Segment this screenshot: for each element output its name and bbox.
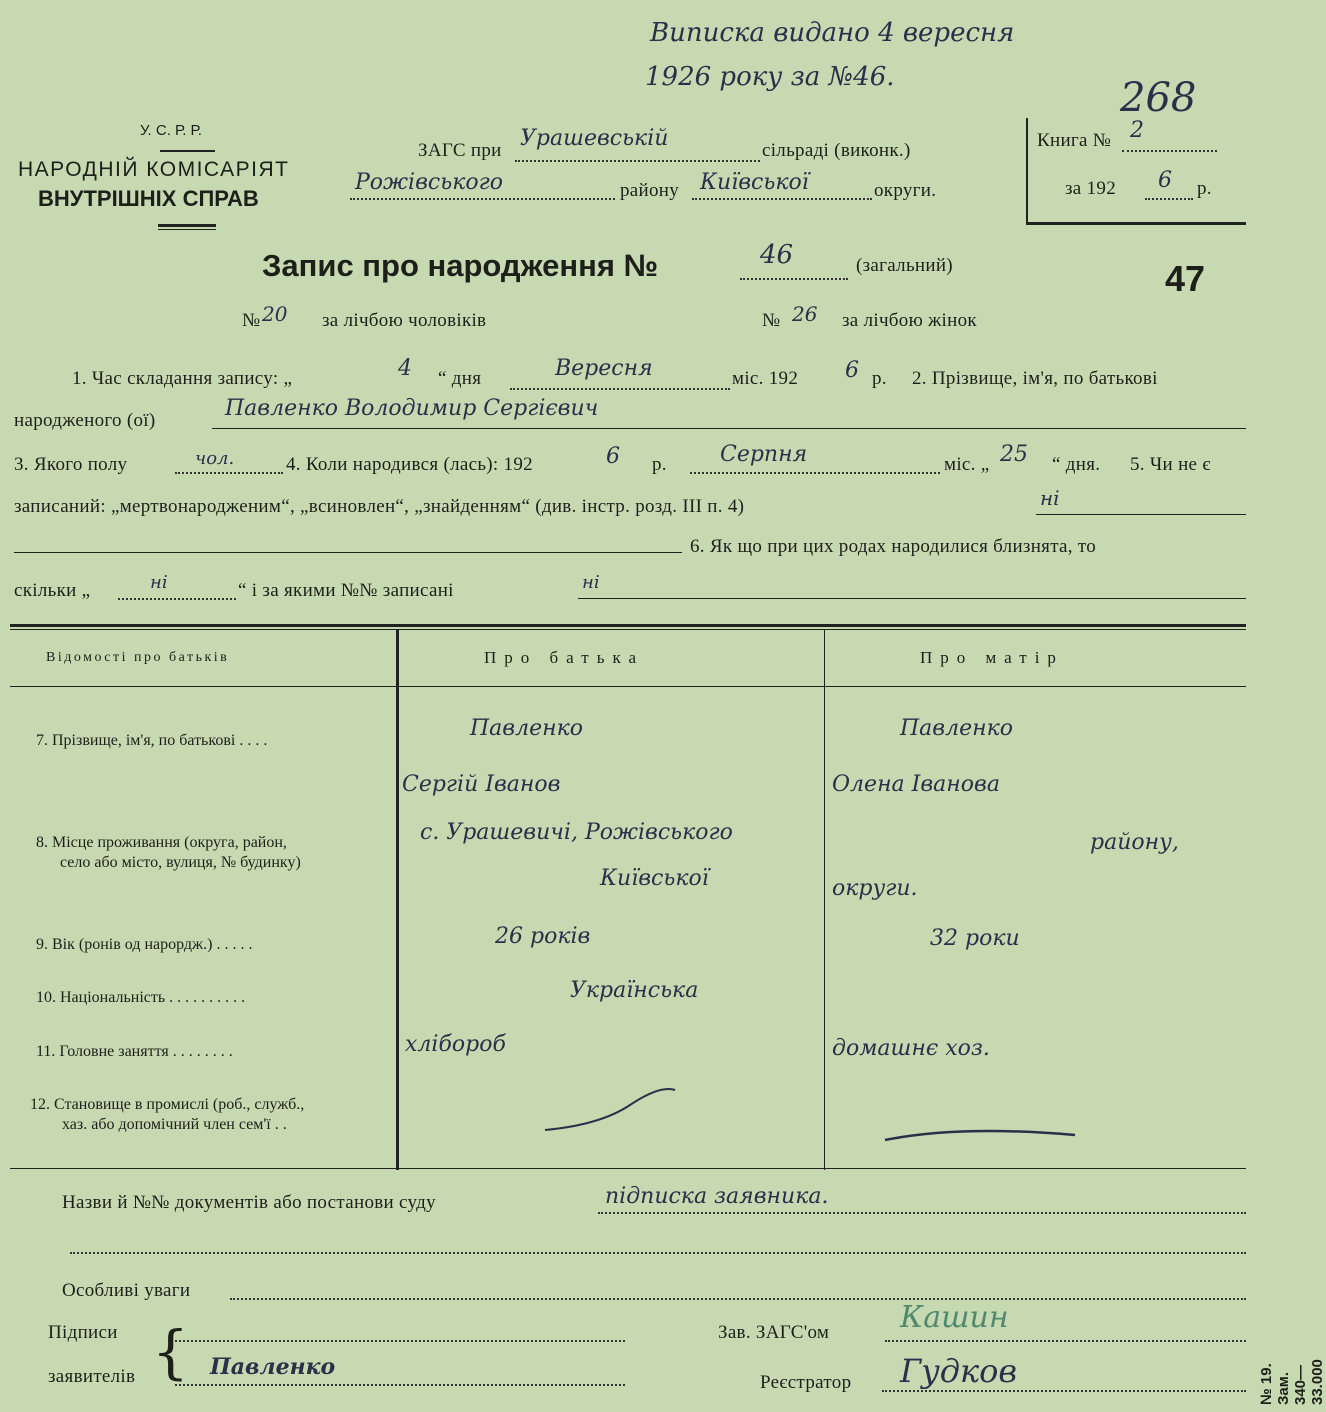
father-residence-2: Київської [600, 866, 709, 891]
table-column-divider [396, 630, 399, 1170]
divider [160, 150, 215, 152]
f6-count-line [118, 598, 236, 600]
ussr-label: У. С. Р. Р. [140, 122, 202, 139]
corner-number: 268 [1120, 75, 1197, 121]
row-label-residence-2: село або місто, вулиця, № будинку) [60, 854, 301, 871]
record-general: (загальний) [856, 255, 953, 276]
record-title: Запис про народження № [262, 248, 659, 283]
row-label-status: 12. Становище в промислі (роб., служб., [30, 1096, 305, 1113]
district-label: району [620, 180, 680, 201]
mother-surname: Павленко [900, 716, 1014, 741]
f3-line [175, 472, 283, 474]
signature-line-1 [175, 1340, 625, 1342]
registrar-label: Реєстратор [760, 1372, 852, 1393]
f6-label: 6. Як що при цих родах народилися близнята, то [690, 536, 1097, 557]
f5-label: 5. Чи не є [1130, 454, 1211, 475]
women-prefix: № [762, 310, 781, 331]
side-number: 47 [1165, 258, 1206, 299]
book-label: Книга № [1037, 130, 1112, 151]
top-note-line1: Виписка видано 4 вересня [650, 18, 1015, 48]
mother-name: Олена Іванова [832, 772, 1000, 797]
f1-month-line [510, 388, 730, 390]
f3-label: 3. Якого полу [14, 454, 128, 475]
mother-occupation: домашнє хоз. [832, 1036, 990, 1061]
year-suffix: р. [1197, 178, 1212, 199]
f2-label2: народженого (ої) [14, 410, 156, 431]
print-info: № 19. Зам. 340—33.000 [1258, 1359, 1326, 1405]
f6-line [578, 598, 1246, 599]
table-header-border [10, 686, 1246, 687]
book-line [1122, 150, 1217, 152]
docs-line [598, 1212, 1246, 1214]
record-number-line [740, 278, 848, 280]
row-label-name: 7. Прізвище, ім'я, по батькові . . . . [36, 732, 268, 749]
father-nationality: Українська [570, 978, 699, 1003]
ministry-label: ВНУТРІШНІХ СПРАВ [38, 186, 259, 211]
registrar-signature: Гудков [900, 1352, 1018, 1390]
district-line [350, 198, 615, 200]
f5-label2: записаний: „мертвонародженим“, „всиновлен“, „знайденням“ (див. інстр. розд. III п. 4) [14, 496, 745, 517]
f4-label: 4. Коли народився (лась): 192 [286, 454, 533, 475]
f1-month-suffix: міс. 192 [732, 368, 799, 389]
docs-line-2 [70, 1252, 1246, 1254]
f1-day: 4 [398, 356, 412, 381]
f4-year: 6 [606, 444, 620, 469]
men-label: за лічбою чоловіків [322, 310, 487, 331]
notes-line [230, 1298, 1246, 1300]
divider [158, 229, 216, 230]
father-age: 26 років [495, 924, 591, 949]
f4-day-suffix: “ дня. [1052, 454, 1101, 475]
district-value: Рожівського [355, 170, 503, 195]
table-header-mother: Про матір [920, 648, 1064, 667]
f5-line [1036, 514, 1246, 515]
table-bottom-border [10, 1168, 1246, 1169]
f4-year-suffix: р. [652, 454, 667, 475]
table-top-border [10, 629, 1246, 630]
book-box-border [1026, 118, 1028, 224]
table-column-divider [824, 630, 825, 1170]
year-prefix: за 192 [1065, 178, 1116, 199]
women-value: 26 [792, 302, 818, 326]
mother-residence: району, [1090, 830, 1179, 855]
zags-line [515, 160, 760, 162]
f2-line [212, 428, 1246, 429]
table-header-info: Відомості про батьків [46, 650, 230, 665]
zags-value: Урашевській [520, 126, 669, 151]
year-line [1145, 198, 1193, 200]
f6-label3: “ і за якими №№ записані [238, 580, 454, 601]
sign-label-2: заявителів [48, 1366, 136, 1387]
zags-head-line [885, 1340, 1246, 1342]
okrug-value: Київської [700, 170, 809, 195]
commissariat-label: НАРОДНІЙ КОМІСАРІЯТ [18, 158, 290, 181]
men-prefix: № [242, 310, 261, 331]
f6-count: ні [150, 572, 168, 593]
men-value: 20 [262, 302, 288, 326]
row-label-occupation: 11. Головне заняття . . . . . . . . [36, 1043, 233, 1060]
zags-head-signature: Кашин [900, 1300, 1009, 1335]
row-label-status-2: хаз. або допомічний член сем'ї . . [62, 1116, 287, 1133]
row-label-age: 9. Вік (ронів од нарордж.) . . . . . [36, 936, 253, 953]
registrar-line [882, 1390, 1246, 1392]
sign-label-1: Підписи [48, 1322, 118, 1343]
mother-residence-2: округи. [832, 876, 918, 901]
f5-line2 [14, 552, 682, 553]
zags-head-label: Зав. ЗАГС'ом [718, 1322, 830, 1343]
okrug-label: округи. [874, 180, 937, 201]
top-note-line2: 1926 року за №46. [645, 62, 895, 92]
docs-value: підписка заявника. [605, 1184, 829, 1209]
docs-label: Назви й №№ документів або постанови суду [62, 1192, 436, 1213]
zags-prefix: ЗАГС при [418, 140, 502, 161]
signature-line-2 [175, 1384, 625, 1386]
f2-value: Павленко Володимир Сергієвич [225, 396, 599, 421]
f4-month: Серпня [720, 442, 808, 467]
f4-day: 25 [1000, 442, 1028, 467]
zags-suffix: сільраді (виконк.) [762, 140, 911, 161]
f1-label: 1. Час складання запису: „ [72, 368, 293, 389]
row-label-nationality: 10. Національність . . . . . . . . . . [36, 989, 246, 1006]
f4-month-line [690, 472, 940, 474]
row-label-residence: 8. Місце проживання (округа, район, [36, 834, 287, 851]
father-status-dash [540, 1080, 680, 1140]
father-name: Сергій Іванов [402, 772, 561, 797]
f2-label: 2. Прізвище, ім'я, по батькові [912, 368, 1158, 389]
table-top-border [10, 624, 1246, 627]
father-occupation: хлібороб [405, 1032, 506, 1057]
f1-year: 6 [845, 358, 859, 383]
record-number: 46 [760, 240, 794, 270]
signatures-brace: { [152, 1318, 189, 1386]
women-label: за лічбою жінок [842, 310, 977, 331]
mother-age: 32 роки [930, 926, 1020, 951]
f1-year-suffix: р. [872, 368, 887, 389]
f4-month-suffix: міс. „ [944, 454, 990, 475]
table-header-father: Про батька [484, 648, 645, 667]
father-surname: Павленко [470, 716, 584, 741]
f1-day-suffix: “ дня [438, 368, 482, 389]
applicant-signature: Павленко [210, 1354, 336, 1380]
divider [158, 224, 216, 227]
year-value: 6 [1158, 168, 1172, 193]
notes-label: Особливі уваги [62, 1280, 191, 1301]
okrug-line [692, 198, 872, 200]
book-box-border [1026, 222, 1246, 225]
f1-month: Вересня [555, 356, 653, 381]
f5-value: ні [1040, 486, 1060, 510]
mother-status-dash [880, 1115, 1080, 1155]
f3-value: чол. [195, 448, 235, 469]
f6-value: ні [582, 572, 600, 593]
father-residence: с. Урашевичі, Рожівського [420, 820, 733, 845]
f6-label2: скільки „ [14, 580, 91, 601]
book-value: 2 [1130, 118, 1144, 143]
